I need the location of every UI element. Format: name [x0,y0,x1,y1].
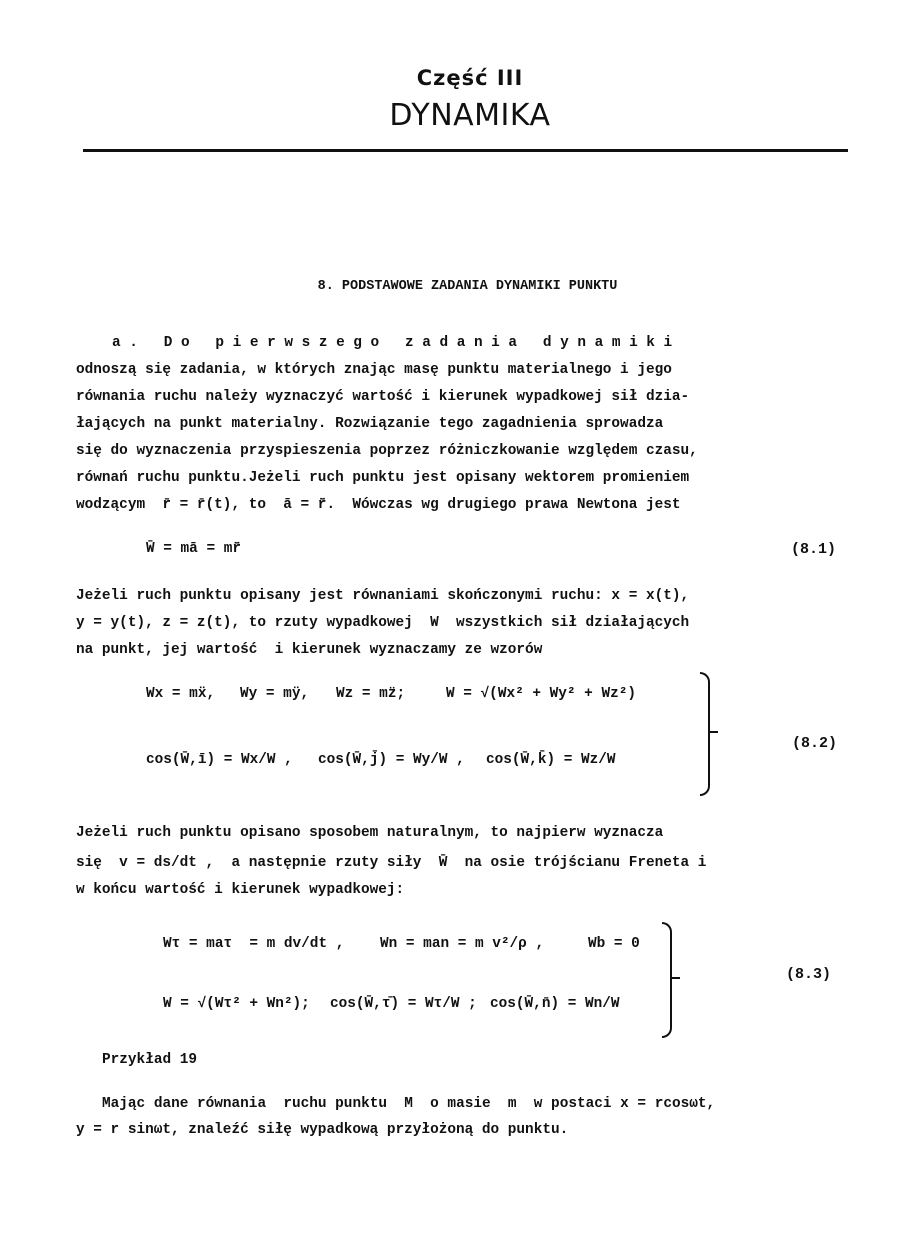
equation-brace-tip [710,731,718,733]
section-title: 8. PODSTAWOWE ZADANIA DYNAMIKI PUNKTU [317,279,618,294]
equation-8-3-wn: Wn = man = m v²/ρ , [380,936,545,952]
header-divider [83,149,848,152]
paragraph-a-line: równania ruchu należy wyznaczyć wartość i kierunek wypadkowej sił dzia- [76,389,690,405]
paragraph-b-line: Jeżeli ruch punktu opisany jest równaniami skończonymi ruchu: x = x(t), [76,588,690,604]
paragraph-b-line: y = y(t), z = z(t), to rzuty wypadkowej W wszystkich sił działających [76,615,690,631]
equation-8-2-wx: Wx = mẍ, [146,686,216,702]
part-title: DYNAMIKA [389,98,551,133]
equation-8-1: W̄ = mā = mr̄̈ [146,541,241,557]
example-title: Przykład 19 [102,1052,197,1068]
equation-number-8-2: (8.2) [792,735,838,752]
paragraph-a-line: równań ruchu punktu.Jeżeli ruch punktu jest opisany wektorem promieniem [76,470,690,486]
equation-8-2-w-magnitude: W = √(Wx² + Wy² + Wz²) [446,686,636,702]
example-line: y = r sinωt, znaleźć siłę wypadkową przyłożoną do punktu. [76,1122,569,1138]
paragraph-c-line: Jeżeli ruch punktu opisano sposobem naturalnym, to najpierw wyznacza [76,825,664,841]
paragraph-a-lead: a. Do pierwszego zadania dynamiki [112,335,681,351]
equation-brace [662,922,672,1038]
paragraph-a-line: łających na punkt materialny. Rozwiązanie tego zagadnienia sprowadza [76,416,664,432]
equation-8-3-wb: Wb = 0 [588,936,640,952]
equation-brace-tip [672,977,680,979]
paragraph-a-line: wodzącym r̄ = r̄(t), to ā = r̄̈. Wówczas wg drugiego prawa Newtona jest [76,497,681,513]
equation-8-3-cos-n: cos(W̄,n̄) = Wn/W [490,996,620,1012]
equation-number-8-1: (8.1) [791,541,837,558]
example-line: Mając dane równania ruchu punktu M o masie m w postaci x = rcosωt, [102,1096,716,1112]
equation-8-2-cos-j: cos(W̄,j̄) = Wy/W , [318,752,465,768]
equation-8-3-w-magnitude: W = √(Wτ² + Wn²); [163,996,310,1012]
equation-8-2-wz: Wz = mz̈; [336,686,406,702]
paragraph-a-line: odnoszą się zadania, w których znając masę punktu materialnego i jego [76,362,672,378]
paragraph-c-line: w końcu wartość i kierunek wypadkowej: [76,882,405,898]
equation-number-8-3: (8.3) [786,966,832,983]
equation-8-2-cos-i: cos(W̄,ī) = Wx/W , [146,752,293,768]
equation-8-3-cos-t: cos(W̄,τ̄) = Wτ/W ; [330,996,477,1012]
paragraph-a-line: się do wyznaczenia przyspieszenia poprzez różniczkowanie względem czasu, [76,443,698,459]
part-label: Część III [416,66,524,90]
paragraph-c-line: się v = ds/dt , a następnie rzuty siły W̄ na osie trójścianu Freneta i [76,855,707,871]
equation-8-2-wy: Wy = mÿ, [240,686,310,702]
equation-8-3-wt: Wτ = maτ = m dv/dt , [163,936,345,952]
paragraph-b-line: na punkt, jej wartość i kierunek wyznaczamy ze wzorów [76,642,543,658]
equation-8-2-cos-k: cos(W̄,k̄) = Wz/W [486,752,616,768]
equation-brace [700,672,710,796]
